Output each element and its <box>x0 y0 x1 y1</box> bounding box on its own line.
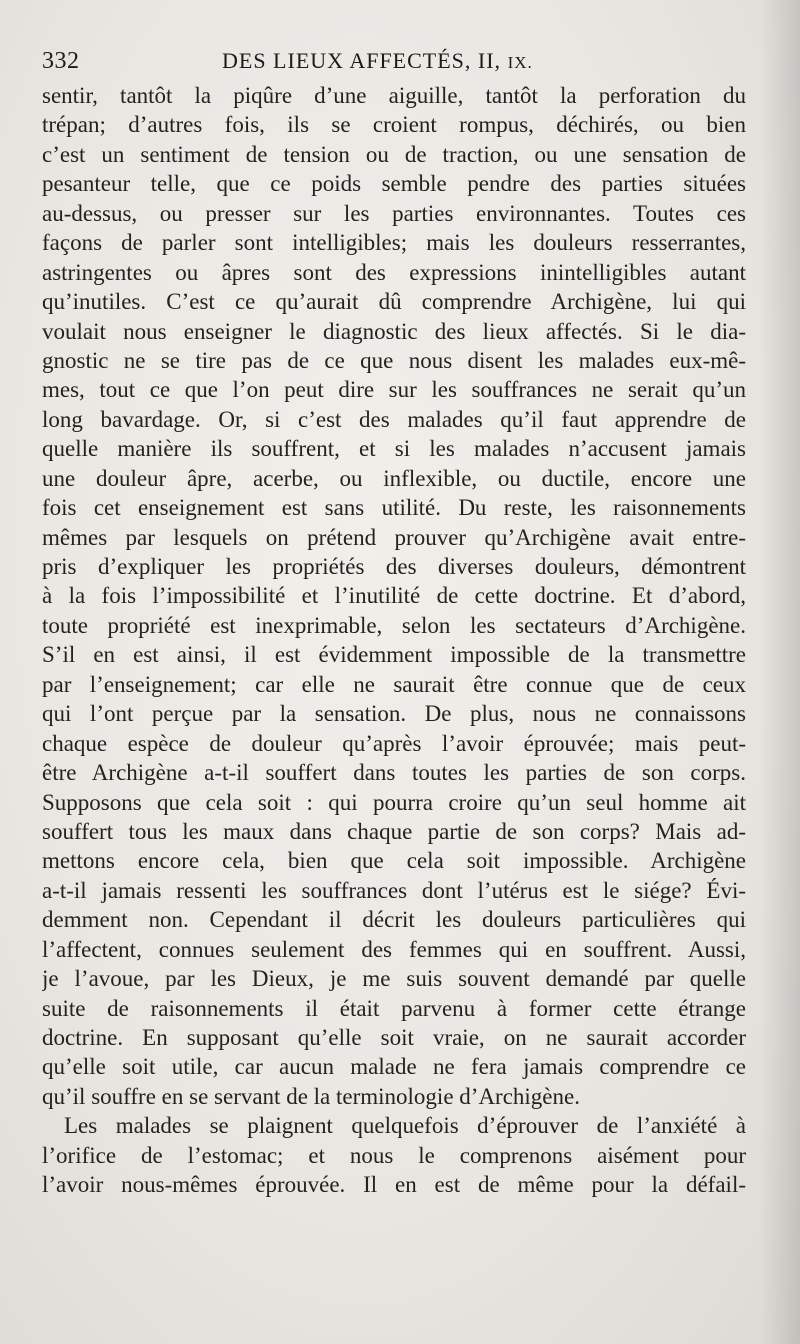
text-line: demment non. Cependant il décrit les douleurs particulières qui <box>42 907 746 933</box>
text-line: façons de parler sont intelligibles; mais les douleurs resserrantes, <box>42 230 746 256</box>
text-line: mettons encore cela, bien que cela soit impossible. Archigène <box>42 848 746 874</box>
running-head <box>222 48 533 74</box>
text-line: qu’inutiles. C’est ce qu’aurait dû comprendre Archigène, lui qui <box>42 289 746 315</box>
text-line: S’il en est ainsi, il est évidemment impossible de la transmettre <box>42 642 746 668</box>
paragraph-end-line: qu’il souffre en se servant de la terminologie d’Archigène. <box>42 1083 580 1109</box>
text-line: doctrine. En supposant qu’elle soit vraie, on ne saurait accorder <box>42 1025 746 1050</box>
text-line: c’est un sentiment de tension ou de traction, ou une sensation de <box>42 141 746 167</box>
text-line: au-dessus, ou presser sur les parties environnantes. Toutes ces <box>42 200 746 226</box>
text-line: souffert tous les maux dans chaque partie de son corps? Mais ad- <box>42 818 746 844</box>
text-line: fois cet enseignement est sans utilité. Du reste, les raisonnements <box>42 495 746 521</box>
text-line: être Archigène a-t-il souffert dans toutes les parties de son corps. <box>42 760 746 786</box>
text-line: l’affectent, connues seulement des femmes qui en souffrent. Aussi, <box>42 936 746 962</box>
text-line: quelle manière ils souffrent, et si les malades n’accusent jamais <box>42 436 746 462</box>
text-line: je l’avoue, par les Dieux, je me suis souvent demandé par quelle <box>42 966 746 992</box>
text-line: a-t-il jamais ressenti les souffrances dont l’utérus est le siége? Évi- <box>42 877 746 903</box>
text-line: trépan; d’autres fois, ils se croient rompus, déchirés, ou bien <box>42 112 746 138</box>
page-edge-shadow <box>760 0 800 1344</box>
page-header <box>42 42 748 82</box>
running-head-chapter: IX. <box>507 53 533 72</box>
text-line: toute propriété est inexprimable, selon les sectateurs d’Archigène. <box>42 612 746 638</box>
text-line: une douleur âpre, acerbe, ou inflexible, ou ductile, encore une <box>42 465 746 491</box>
running-head-title: DES LIEUX AFFECTÉS, II, <box>222 48 502 73</box>
text-line: voulait nous enseigner le diagnostic des lieux affectés. Si le dia- <box>42 318 746 344</box>
text-line: l’orifice de l’estomac; et nous le comprenons aisément pour <box>42 1142 746 1168</box>
text-line: pesanteur telle, que ce poids semble pendre des parties situées <box>42 171 746 197</box>
text-line: pris d’expliquer les propriétés des diverses douleurs, démontrent <box>42 554 746 579</box>
page-number: 332 <box>42 48 80 74</box>
text-line: l’avoir nous-mêmes éprouvée. Il en est de même pour la défail- <box>42 1172 746 1198</box>
text-line: par l’enseignement; car elle ne saurait être connue que de ceux <box>42 671 746 697</box>
text-line: gnostic ne se tire pas de ce que nous disent les malades eux-mê- <box>42 347 746 373</box>
text-line: mêmes par lesquels on prétend prouver qu’Archigène avait entre- <box>42 524 746 550</box>
text-line: sentir, tantôt la piqûre d’une aiguille, tantôt la perforation du <box>42 83 746 108</box>
paragraph-start-line: Les malades se plaignent quelquefois d’éprouver de l’anxiété à <box>64 1113 746 1139</box>
text-line: mes, tout ce que l’on peut dire sur les souffrances ne serait qu’un <box>42 377 746 403</box>
text-line: qu’elle soit utile, car aucun malade ne fera jamais comprendre ce <box>42 1054 746 1080</box>
text-line: suite de raisonnements il était parvenu à former cette étrange <box>42 995 746 1021</box>
text-line: astringentes ou âpres sont des expressions inintelligibles autant <box>42 259 746 285</box>
text-line: à la fois l’impossibilité et l’inutilité de cette doctrine. Et d’abord, <box>42 583 746 609</box>
text-line: qui l’ont perçue par la sensation. De plus, nous ne connaissons <box>42 701 746 727</box>
body-text <box>42 81 746 1200</box>
text-line: Supposons que cela soit : qui pourra croire qu’un seul homme ait <box>42 789 746 815</box>
text-line: long bavardage. Or, si c’est des malades qu’il faut apprendre de <box>42 406 746 432</box>
text-line: chaque espèce de douleur qu’après l’avoir éprouvée; mais peut- <box>42 730 746 756</box>
